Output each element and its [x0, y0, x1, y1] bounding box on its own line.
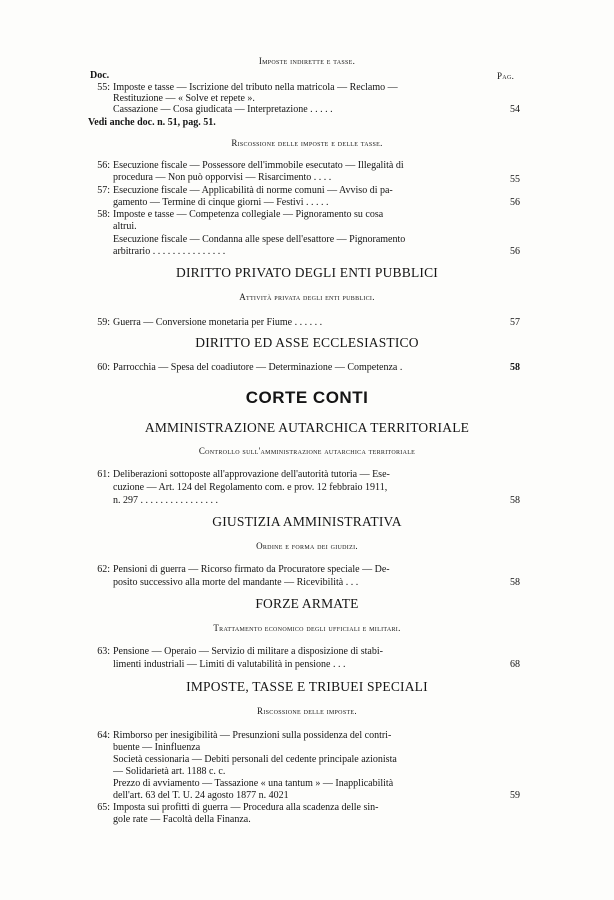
- entry-page: 58: [510, 495, 520, 506]
- entry-line: buente — Ininfluenza: [113, 742, 201, 753]
- entry-line: Parrocchia — Spesa del coadiutore — Determinazione — Competenza .: [113, 362, 403, 373]
- section-heading-diritto-asse: DIRITTO ED ASSE ECCLESIASTICO: [195, 335, 419, 350]
- entry-line: n. 297 . . . . . . . . . . . . . . . .: [113, 495, 218, 506]
- section-subheading-ordine: Ordine e forma dei giudizi.: [256, 541, 358, 551]
- entry-line: gole rate — Facoltà della Finanza.: [113, 814, 251, 825]
- entry-number: 55:: [97, 82, 110, 93]
- see-also-note: Vedi anche doc. n. 51, pag. 51.: [88, 117, 216, 128]
- page-column-label: Pag.: [497, 71, 515, 81]
- entry-line: — Solidarietà art. 1188 c. c.: [113, 766, 226, 777]
- entry-line: limenti industriali — Limiti di valutabilità in pensione . . .: [113, 659, 346, 670]
- entry-line: Deliberazioni sottoposte all'approvazione dell'autorità tutoria — Ese-: [113, 469, 390, 480]
- entry-number: 59:: [97, 317, 110, 328]
- entry-number: 57:: [97, 185, 110, 196]
- entry-line: Pensione — Operaio — Servizio di militare a disposizione di stabi-: [113, 646, 383, 657]
- section-subheading-riscossione: Riscossione delle imposte e delle tasse.: [231, 138, 383, 148]
- entry-line: cuzione — Art. 124 del Regolamento com. e prov. 12 febbraio 1911,: [113, 482, 388, 493]
- section-subheading-attivita-privata: Attività privata degli enti pubblici.: [239, 292, 375, 302]
- entry-line: Imposte e tasse — Competenza collegiale — Pignoramento su cosa: [113, 209, 384, 220]
- entry-page: 68: [510, 659, 520, 670]
- section-heading-amministrazione: AMMINISTRAZIONE AUTARCHICA TERRITORIALE: [144, 420, 470, 435]
- entry-line: procedura — Non può opporvisi — Risarcimento . . . .: [113, 172, 332, 183]
- entry-page: 59: [510, 790, 520, 801]
- entry-line: altrui.: [113, 221, 137, 232]
- entry-line: Esecuzione fiscale — Condanna alle spese dell'esattore — Pignoramento: [113, 234, 406, 245]
- entry-page: 58: [510, 577, 520, 588]
- section-subheading-controllo: Controllo sull'amministrazione autarchica territoriale: [198, 446, 416, 456]
- entry-number: 60:: [97, 362, 110, 373]
- entry-line: Esecuzione fiscale — Possessore dell'immobile esecutato — Illegalità di: [113, 160, 404, 171]
- section-subheading-trattamento: Trattamento economico degli ufficiali e militari.: [213, 623, 401, 633]
- entry-line: Imposte e tasse — Iscrizione del tributo nella matricola — Reclamo —: [113, 82, 398, 93]
- section-subheading-imposte-indirette: Imposte indirette e tasse.: [258, 56, 356, 66]
- entry-number: 64:: [97, 730, 110, 741]
- section-heading-giustizia: GIUSTIZIA AMMINISTRATIVA: [212, 514, 402, 529]
- section-heading-diritto-privato: DIRITTO PRIVATO DEGLI ENTI PUBBLICI: [176, 265, 438, 280]
- entry-number: 63:: [97, 646, 110, 657]
- entry-line: Guerra — Conversione monetaria per Fiume . . . . . .: [113, 317, 323, 328]
- entry-line: Cassazione — Cosa giudicata — Interpretazione . . . . .: [113, 104, 333, 115]
- entry-page: 57: [510, 317, 520, 328]
- entry-line: arbitrario . . . . . . . . . . . . . . .: [113, 246, 226, 257]
- entry-page: 56: [510, 246, 520, 257]
- entry-line: Prezzo di avviamento — Tassazione « una tantum » — Inapplicabilità: [113, 778, 394, 789]
- entry-page: 58: [510, 362, 520, 373]
- entry-page: 54: [510, 104, 520, 115]
- section-subheading-riscossione-imposte: Riscossione delle imposte.: [257, 706, 357, 716]
- chapter-heading-corte-conti: CORTE CONTI: [245, 388, 369, 407]
- entry-number: 65:: [97, 802, 110, 813]
- doc-column-label: Doc.: [90, 70, 110, 81]
- entry-line: Imposta sui profitti di guerra — Procedura alla scadenza delle sin-: [113, 802, 379, 813]
- entry-page: 56: [510, 197, 520, 208]
- entry-number: 61:: [97, 469, 110, 480]
- entry-line: Rimborso per inesigibilità — Presunzioni sulla possidenza del contri-: [113, 730, 392, 741]
- entry-line: Società cessionaria — Debiti personali del cedente principale azionista: [113, 754, 397, 765]
- entry-line: Pensioni di guerra — Ricorso firmato da Procuratore speciale — De-: [113, 564, 390, 575]
- entry-number: 58:: [97, 209, 110, 220]
- entry-number: 62:: [97, 564, 110, 575]
- entry-line: Esecuzione fiscale — Applicabilità di norme comuni — Avviso di pa-: [113, 185, 393, 196]
- entry-line: posito successivo alla morte del mandante — Ricevibilità . . .: [113, 577, 359, 588]
- entry-line: Restituzione — « Solve et repete ».: [113, 93, 255, 104]
- entry-line: gamento — Termine di cinque giorni — Festivi . . . . .: [113, 197, 329, 208]
- entry-number: 56:: [97, 160, 110, 171]
- section-heading-forze-armate: FORZE ARMATE: [255, 596, 359, 611]
- entry-line: dell'art. 63 del T. U. 24 agosto 1877 n. 4021: [113, 790, 289, 801]
- entry-page: 55: [510, 174, 520, 185]
- section-heading-imposte-speciali: IMPOSTE, TASSE E TRIBUEI SPECIALI: [186, 679, 428, 694]
